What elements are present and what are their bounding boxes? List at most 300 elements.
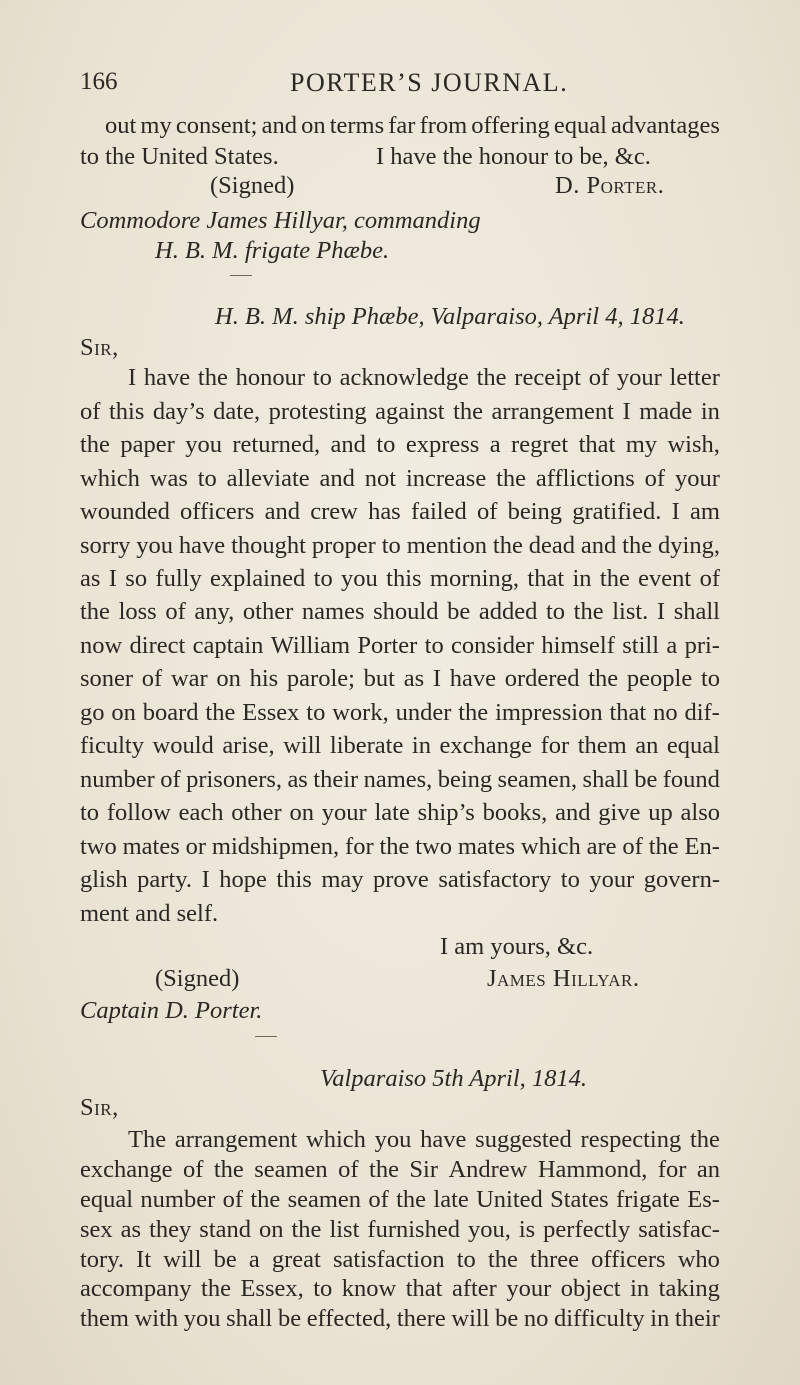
word: but	[363, 665, 395, 692]
word: and	[261, 112, 297, 139]
word: the	[205, 699, 236, 726]
word: States	[550, 1186, 609, 1213]
word: equal	[553, 112, 607, 139]
word: seamen,	[497, 766, 578, 793]
word: in	[630, 1275, 650, 1302]
word: two	[80, 833, 117, 860]
signature: D. Porter.	[555, 172, 665, 199]
word: parole;	[286, 665, 355, 692]
word: and	[264, 498, 301, 525]
word: arrangement	[491, 398, 614, 425]
word: being	[437, 766, 493, 793]
word: and	[319, 465, 355, 492]
word: officers	[180, 498, 255, 525]
word: the	[291, 1216, 322, 1243]
word: the	[599, 565, 630, 592]
word: ordered	[504, 665, 580, 692]
word: or	[185, 833, 207, 860]
word: equal	[666, 732, 720, 759]
running-head: PORTER’S JOURNAL.	[290, 68, 569, 97]
body-line	[105, 112, 720, 140]
word: against	[375, 398, 445, 425]
word: the	[80, 598, 110, 625]
word: I	[128, 364, 137, 391]
word: who	[677, 1246, 720, 1273]
word: consider	[451, 632, 535, 659]
word: work,	[332, 699, 389, 726]
word: furnished	[367, 1216, 460, 1243]
word: a	[489, 431, 501, 458]
word: direct	[129, 632, 186, 659]
word: satisfac-	[638, 1216, 720, 1243]
word: which	[80, 465, 140, 492]
word: to	[545, 598, 566, 625]
word: be	[447, 598, 471, 625]
word: was	[149, 465, 188, 492]
addressee: Commodore James Hillyar, commanding	[80, 207, 481, 234]
word: sex	[80, 1216, 113, 1243]
word: to	[313, 565, 333, 592]
word: the	[496, 465, 527, 492]
word: to	[424, 632, 444, 659]
word: know	[341, 1275, 397, 1302]
word: explained	[210, 565, 306, 592]
page-number: 166	[80, 68, 118, 95]
word: on	[301, 112, 326, 139]
word: mates	[457, 833, 516, 860]
word: date,	[213, 398, 261, 425]
body-line: to the United States.	[80, 143, 279, 170]
word: I	[622, 398, 631, 425]
word: of	[160, 766, 181, 793]
word: any,	[194, 598, 235, 625]
word: this	[276, 866, 312, 893]
addressee: Captain D. Porter.	[80, 997, 263, 1024]
word: ship’s	[417, 799, 475, 826]
word: the	[487, 1246, 518, 1273]
word: morning,	[429, 565, 520, 592]
dateline: H. B. M. ship Phæbe, Valparaiso, April 4, 1814.	[215, 303, 685, 330]
word: satisfactory	[438, 866, 552, 893]
word: in	[650, 1305, 670, 1332]
word: be	[495, 1305, 519, 1332]
body-line	[80, 1216, 720, 1244]
body-line	[80, 1246, 720, 1274]
word: thought	[231, 532, 306, 559]
word: is	[518, 1216, 536, 1243]
salutation: Sir,	[80, 334, 119, 361]
body-line	[80, 1305, 720, 1333]
closing: I have the honour to be, &c.	[376, 143, 651, 170]
word: they	[149, 1216, 192, 1243]
word: ficulty	[80, 732, 144, 759]
word: give	[598, 799, 641, 826]
word: you	[185, 431, 222, 458]
word: each	[178, 799, 224, 826]
word: to	[80, 799, 100, 826]
word: as	[80, 565, 101, 592]
word: gratified.	[572, 498, 662, 525]
word: frigate	[615, 1186, 680, 1213]
word: as	[120, 1216, 142, 1243]
word: perfectly	[543, 1216, 631, 1243]
word: to	[381, 532, 401, 559]
word: respecting	[580, 1126, 682, 1153]
word: En-	[684, 833, 720, 860]
word: wounded	[80, 498, 170, 525]
word: the	[453, 398, 484, 425]
word: impression	[495, 699, 603, 726]
word: number	[80, 766, 155, 793]
body-line	[80, 598, 720, 626]
word: your	[589, 866, 635, 893]
word: to	[313, 1275, 333, 1302]
body-line	[80, 1186, 720, 1214]
word: names	[301, 598, 365, 625]
word: two	[415, 833, 453, 860]
word: under	[395, 699, 452, 726]
word: arise,	[222, 732, 275, 759]
word: of	[622, 833, 643, 860]
word: their	[674, 1305, 720, 1332]
word: the	[458, 699, 489, 726]
word: be	[277, 1305, 302, 1332]
word: added	[478, 598, 538, 625]
word: that	[578, 431, 616, 458]
word: dying,	[658, 532, 720, 559]
word: govern-	[643, 866, 720, 893]
word: his	[249, 665, 279, 692]
word: and	[555, 799, 591, 826]
word: in	[411, 732, 431, 759]
word: far	[388, 112, 416, 139]
word: have	[420, 1126, 467, 1153]
word: seamen	[287, 1186, 362, 1213]
word: Es-	[687, 1186, 720, 1213]
word: your	[616, 364, 662, 391]
word: William	[270, 632, 351, 659]
word: the	[396, 1186, 427, 1213]
word: I	[671, 498, 680, 525]
word: prove	[373, 866, 429, 893]
body-line	[80, 699, 720, 727]
word: have	[143, 364, 191, 391]
word: event	[638, 565, 692, 592]
word: so	[125, 565, 148, 592]
word: of	[182, 1156, 204, 1183]
word: pri-	[684, 632, 720, 659]
word: war	[170, 665, 208, 692]
word: acknowledge	[339, 364, 469, 391]
word: to	[197, 465, 217, 492]
word: a	[248, 1246, 260, 1273]
word: late	[374, 799, 410, 826]
word: you	[183, 1305, 221, 1332]
body-line	[80, 532, 720, 560]
word: also	[680, 799, 720, 826]
word: the	[588, 665, 619, 692]
signed-label: (Signed)	[155, 965, 240, 992]
word: still	[622, 632, 659, 659]
word: which	[520, 833, 581, 860]
word: I	[108, 565, 117, 592]
word: the	[250, 1186, 281, 1213]
word: late	[433, 1186, 469, 1213]
body-line	[80, 465, 720, 493]
word: for	[657, 1156, 687, 1183]
section-divider	[230, 275, 252, 276]
word: should	[373, 598, 439, 625]
word: The	[128, 1126, 167, 1153]
word: himself	[541, 632, 615, 659]
word: to	[306, 699, 326, 726]
word: be	[213, 1246, 237, 1273]
word: exchange	[439, 732, 533, 759]
dateline: Valparaiso 5th April, 1814.	[320, 1065, 588, 1092]
word: will	[451, 1305, 490, 1332]
word: party.	[137, 866, 193, 893]
word: after	[451, 1275, 497, 1302]
word: of	[141, 665, 163, 692]
word: you	[341, 565, 378, 592]
word: of	[644, 465, 666, 492]
word: as	[403, 665, 425, 692]
word: to	[456, 1246, 476, 1273]
word: their	[313, 766, 359, 793]
word: on	[259, 1216, 284, 1243]
body-line	[80, 498, 720, 526]
word: being	[507, 498, 563, 525]
word: now	[80, 632, 123, 659]
word: taking	[658, 1275, 720, 1302]
word: mates	[122, 833, 180, 860]
word: shall	[582, 766, 629, 793]
word: of	[588, 364, 610, 391]
word: the	[492, 532, 523, 559]
word: on	[289, 799, 314, 826]
word: officers	[591, 1246, 666, 1273]
word: hope	[219, 866, 267, 893]
body-line	[80, 565, 720, 593]
word: difficulty	[553, 1305, 645, 1332]
word: this	[386, 565, 422, 592]
word: accompany	[80, 1275, 192, 1302]
word: in	[572, 565, 592, 592]
word: shall	[673, 598, 720, 625]
word: for	[540, 732, 570, 759]
salutation: Sir,	[80, 1094, 119, 1121]
word: list	[329, 1216, 360, 1243]
word: proper	[311, 532, 376, 559]
word: offering	[471, 112, 550, 139]
word: the	[213, 1156, 244, 1183]
word: the	[369, 1156, 399, 1183]
word: the	[648, 833, 679, 860]
word: crew	[310, 498, 358, 525]
body-line	[80, 732, 720, 760]
word: people	[626, 665, 693, 692]
signed-label: (Signed)	[210, 172, 295, 199]
word: as	[287, 766, 308, 793]
word: your	[674, 465, 720, 492]
word: have	[178, 532, 226, 559]
word: an	[635, 732, 659, 759]
body-line	[128, 1126, 720, 1154]
word: increase	[405, 465, 487, 492]
word: to	[312, 364, 332, 391]
word: to	[376, 431, 396, 458]
word: day’s	[152, 398, 205, 425]
word: I	[432, 665, 442, 692]
word: of	[80, 398, 101, 425]
word: consent;	[175, 112, 258, 139]
word: that	[527, 565, 565, 592]
word: you	[374, 1126, 412, 1153]
word: and	[330, 431, 366, 458]
word: of	[222, 1186, 243, 1213]
word: them	[577, 732, 627, 759]
word: list.	[612, 598, 649, 625]
word: the	[622, 532, 653, 559]
word: the	[476, 364, 507, 391]
word: found	[662, 766, 720, 793]
word: United	[476, 1186, 543, 1213]
word: which	[306, 1126, 366, 1153]
word: have	[449, 665, 496, 692]
word: terms	[329, 112, 385, 139]
word: has	[368, 498, 401, 525]
word: there	[396, 1305, 446, 1332]
word: that	[609, 699, 647, 726]
signature: James Hillyar.	[487, 965, 640, 992]
word: go	[80, 699, 105, 726]
word: of	[699, 565, 720, 592]
word: your	[321, 799, 367, 826]
word: soner	[80, 665, 134, 692]
body-line	[80, 766, 720, 794]
word: them	[80, 1305, 129, 1332]
word: equal	[80, 1186, 134, 1213]
word: the	[573, 598, 604, 625]
word: of	[368, 1186, 389, 1213]
word: this	[108, 398, 145, 425]
word: you,	[467, 1216, 511, 1243]
word: board	[142, 699, 199, 726]
word: tory.	[80, 1246, 124, 1273]
word: sorry	[80, 532, 131, 559]
body-line	[128, 364, 720, 392]
word: made	[639, 398, 693, 425]
word: my	[140, 112, 172, 139]
word: the	[197, 364, 228, 391]
body-line	[80, 398, 720, 426]
word: prisoners,	[186, 766, 283, 793]
word: of	[338, 1156, 359, 1183]
word: suggested	[475, 1126, 572, 1153]
page-header	[80, 68, 720, 108]
word: from	[419, 112, 468, 139]
body-line	[80, 1156, 720, 1184]
word: the	[201, 1275, 231, 1302]
word: alleviate	[226, 465, 310, 492]
body-line	[80, 632, 720, 660]
word: in	[700, 398, 720, 425]
word: for	[345, 833, 374, 860]
word: Essex	[242, 699, 300, 726]
word: on	[216, 665, 241, 692]
word: Essex,	[240, 1275, 304, 1302]
word: to	[560, 866, 580, 893]
word: follow	[106, 799, 171, 826]
word: on	[111, 699, 136, 726]
word: great	[271, 1246, 321, 1273]
word: number	[140, 1186, 216, 1213]
word: my	[625, 431, 658, 458]
word: that	[405, 1275, 443, 1302]
word: the	[80, 431, 110, 458]
word: with	[134, 1305, 179, 1332]
word: an	[696, 1156, 720, 1183]
word: mention	[406, 532, 487, 559]
word: paper	[120, 431, 175, 458]
word: out	[105, 112, 137, 139]
word: failed	[410, 498, 467, 525]
body-line	[80, 866, 720, 894]
word: shall	[226, 1305, 273, 1332]
word: seamen	[254, 1156, 328, 1183]
body-line	[80, 833, 720, 861]
body-line	[80, 665, 720, 693]
word: would	[152, 732, 214, 759]
word: I	[656, 598, 666, 625]
word: dif-	[684, 699, 720, 726]
word: three	[530, 1246, 580, 1273]
word: of	[476, 498, 498, 525]
word: no	[653, 699, 678, 726]
word: be	[634, 766, 658, 793]
word: will	[163, 1246, 202, 1273]
word: fully	[155, 565, 202, 592]
word: honour	[235, 364, 306, 391]
word: returned,	[232, 431, 321, 458]
closing: I am yours, &c.	[440, 933, 594, 960]
word: letter	[669, 364, 720, 391]
word: wish,	[667, 431, 720, 458]
word: up	[648, 799, 673, 826]
word: Hammond,	[537, 1156, 648, 1183]
word: receipt	[514, 364, 581, 391]
word: loss	[118, 598, 157, 625]
word: the	[379, 833, 410, 860]
word: you	[136, 532, 174, 559]
word: liberate	[329, 732, 404, 759]
word: to	[700, 665, 720, 692]
word: and	[580, 532, 617, 559]
word: satisfaction	[333, 1246, 445, 1273]
word: am	[689, 498, 720, 525]
word: protesting	[268, 398, 367, 425]
word: exchange	[80, 1156, 173, 1183]
body-line: ment and self.	[80, 900, 219, 927]
section-divider	[255, 1036, 277, 1037]
word: Andrew	[448, 1156, 528, 1183]
word: books,	[482, 799, 548, 826]
word: not	[364, 465, 397, 492]
word: effected,	[306, 1305, 392, 1332]
body-line	[80, 799, 720, 827]
word: Porter	[357, 632, 418, 659]
word: glish	[80, 866, 128, 893]
